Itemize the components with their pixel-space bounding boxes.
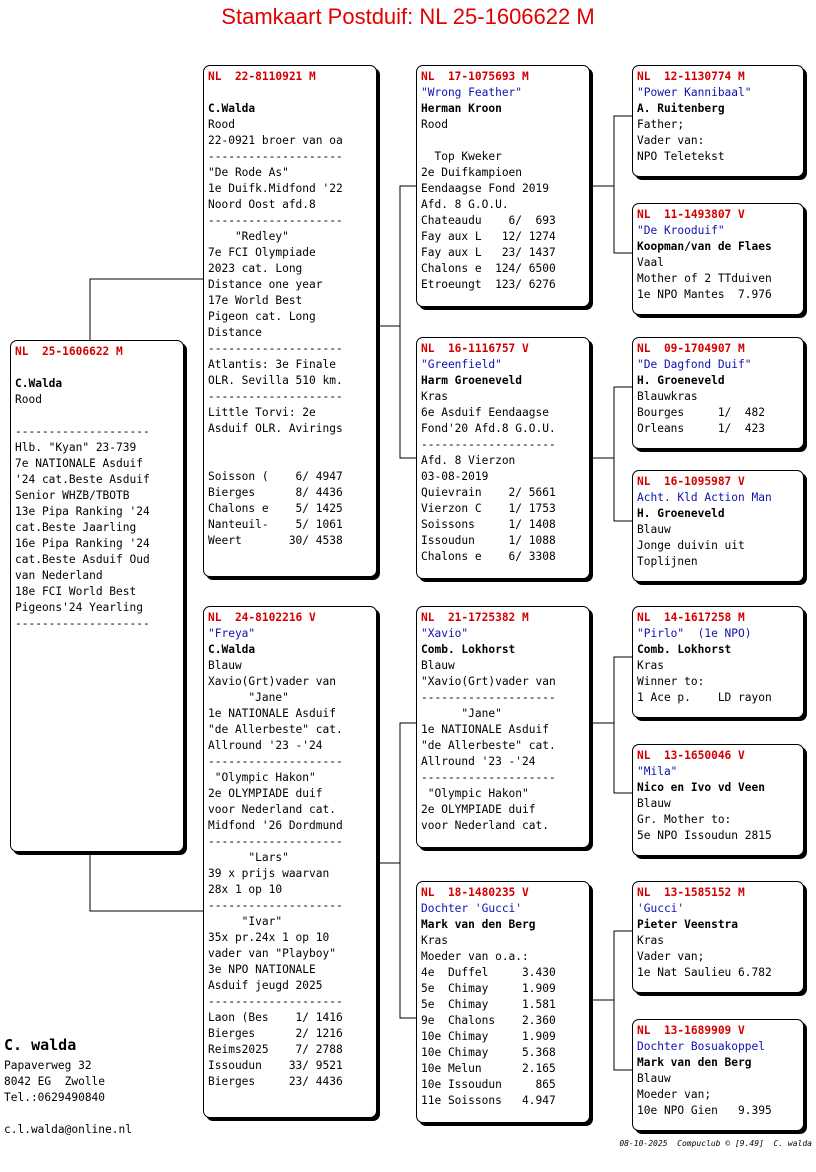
- pedigree-line: Kras: [637, 934, 664, 947]
- pedigree-line: 1e Nat Saulieu 6.782: [637, 966, 772, 979]
- owner-address-line: Papaverweg 32: [4, 1059, 92, 1072]
- pedigree-line: Vader van;: [637, 950, 705, 963]
- pedigree-line: Pigeons'24 Yearling: [15, 601, 143, 614]
- pedigree-line: Nico en Ivo vd Veen: [637, 781, 765, 794]
- pedigree-line: "Jane": [421, 707, 502, 720]
- pedigree-line: Bierges 2/ 1216: [208, 1027, 343, 1040]
- pedigree-line: Comb. Lokhorst: [637, 643, 732, 656]
- pedigree-line: Issoudun 33/ 9521: [208, 1059, 343, 1072]
- pedigree-line: Vierzon C 1/ 1753: [421, 502, 556, 515]
- pedigree-line: 2023 cat. Long: [208, 262, 303, 275]
- pedigree-card-fmm[interactable]: [632, 470, 804, 582]
- ring-number: NL 16-1116757 V: [421, 342, 529, 355]
- pedigree-line: Bourges 1/ 482: [637, 406, 765, 419]
- pedigree-line: Harm Groeneveld: [421, 374, 523, 387]
- pedigree-line: Blauw: [637, 523, 671, 536]
- pedigree-line: NPO Teletekst: [637, 150, 725, 163]
- pedigree-line: --------------------: [208, 150, 343, 163]
- pedigree-line: --------------------: [208, 390, 343, 403]
- ring-number: NL 25-1606622 M: [15, 345, 123, 358]
- pedigree-line: Chalons e 5/ 1425: [208, 502, 343, 515]
- ring-number: NL 17-1075693 M: [421, 70, 529, 83]
- page-title: Stamkaart Postduif: NL 25-1606622 M: [221, 4, 595, 29]
- pedigree-line: "Lars": [208, 851, 289, 864]
- ring-number: NL 12-1130774 M: [637, 70, 745, 83]
- pedigree-line: Kras: [637, 659, 664, 672]
- pedigree-line: "de Allerbeste" cat.: [208, 723, 343, 736]
- pedigree-line: vader van "Playboy": [208, 947, 336, 960]
- pedigree-line: Jonge duivin uit: [637, 539, 745, 552]
- pedigree-card-ff[interactable]: [416, 65, 590, 307]
- pedigree-line: 16e Pipa Ranking '24: [15, 537, 150, 550]
- pedigree-line: C.Walda: [208, 643, 256, 656]
- pedigree-line: Midfond '26 Dordmund: [208, 819, 343, 832]
- pedigree-line: [208, 437, 372, 453]
- pedigree-line: Pieter Veenstra: [637, 918, 739, 931]
- pedigree-line: 9e Chalons 2.360: [421, 1014, 556, 1027]
- pedigree-line: Herman Kroon: [421, 102, 502, 115]
- pedigree-line: Reims2025 7/ 2788: [208, 1043, 343, 1056]
- pedigree-line: Asduif jeugd 2025: [208, 979, 323, 992]
- pedigree-line: 11e Soissons 4.947: [421, 1094, 556, 1107]
- pedigree-line: 18e FCI World Best: [15, 585, 137, 598]
- pedigree-line: "Xavio(Grt)vader van: [421, 675, 556, 688]
- pigeon-name: "Wrong Feather": [421, 86, 523, 99]
- pedigree-line: C.Walda: [208, 102, 256, 115]
- pedigree-line: 28x 1 op 10: [208, 883, 283, 896]
- pedigree-line: Afd. 8 G.O.U.: [421, 198, 509, 211]
- pigeon-name: "Mila": [637, 765, 678, 778]
- pedigree-line: 1e NATIONALE Asduif: [421, 723, 549, 736]
- pedigree-card-fmf[interactable]: [632, 337, 804, 449]
- pedigree-line: 2e Duifkampioen: [421, 166, 523, 179]
- owner-name: C. walda: [4, 1036, 77, 1054]
- pedigree-line: Vaal: [637, 256, 664, 269]
- pedigree-line: 13e Pipa Ranking '24: [15, 505, 150, 518]
- pedigree-line: 2e OLYMPIADE duif: [421, 803, 536, 816]
- ring-number: NL 13-1650046 V: [637, 749, 745, 762]
- pedigree-line: cat.Beste Asduif Oud: [15, 553, 150, 566]
- pedigree-line: 3e NPO NATIONALE: [208, 963, 316, 976]
- pedigree-line: --------------------: [208, 995, 343, 1008]
- pedigree-line: --------------------: [421, 438, 556, 451]
- pedigree-line: voor Nederland cat.: [208, 803, 336, 816]
- pedigree-line: Top Kweker: [421, 150, 502, 163]
- pedigree-line: 10e Issoudun 865: [421, 1078, 556, 1091]
- pedigree-line: Allround '23 -'24: [421, 755, 536, 768]
- pedigree-line: Gr. Mother to:: [637, 813, 732, 826]
- pedigree-line: H. Groeneveld: [637, 507, 725, 520]
- ring-number: NL 11-1493807 V: [637, 208, 745, 221]
- pedigree-line: Rood: [421, 118, 448, 131]
- pedigree-line: Distance: [208, 326, 262, 339]
- pigeon-name: "Power Kannibaal": [637, 86, 752, 99]
- pedigree-line: 5e NPO Issoudun 2815: [637, 829, 772, 842]
- pedigree-line: Mark van den Berg: [421, 918, 536, 931]
- pedigree-line: Chalons e 124/ 6500: [421, 262, 556, 275]
- pedigree-card-ffm[interactable]: [632, 203, 804, 315]
- pedigree-line: Hlb. "Kyan" 23-739: [15, 441, 137, 454]
- pedigree-line: Moeder van o.a.:: [421, 950, 529, 963]
- pedigree-line: Etroeungt 123/ 6276: [421, 278, 556, 291]
- pedigree-line: --------------------: [208, 342, 343, 355]
- pedigree-line: Koopman/van de Flaes: [637, 240, 772, 253]
- pedigree-line: Bierges 8/ 4436: [208, 486, 343, 499]
- pedigree-line: 1e Duifk.Midfond '22: [208, 182, 343, 195]
- pedigree-line: Toplijnen: [637, 555, 698, 568]
- pedigree-line: [208, 85, 372, 101]
- pedigree-line: Father;: [637, 118, 685, 131]
- pedigree-line: Orleans 1/ 423: [637, 422, 765, 435]
- pedigree-card-fm[interactable]: [416, 337, 590, 579]
- pedigree-line: "Redley": [208, 230, 289, 243]
- pedigree-line: Blauw: [637, 1072, 671, 1085]
- pigeon-name: 'Gucci': [637, 902, 685, 915]
- pedigree-line: Asduif OLR. Avirings: [208, 422, 343, 435]
- pedigree-card-mother[interactable]: [203, 606, 377, 1118]
- ring-number: NL 13-1689909 V: [637, 1024, 745, 1037]
- pedigree-line: "Jane": [208, 691, 289, 704]
- pedigree-line: OLR. Sevilla 510 km.: [208, 374, 343, 387]
- pedigree-line: Allround '23 -'24: [208, 739, 323, 752]
- pedigree-line: 22-0921 broer van oa: [208, 134, 343, 147]
- ring-number: NL 18-1480235 V: [421, 886, 529, 899]
- pedigree-line: Soissons 1/ 1408: [421, 518, 556, 531]
- pedigree-line: Afd. 8 Vierzon: [421, 454, 516, 467]
- pedigree-line: 17e World Best: [208, 294, 303, 307]
- pigeon-name: "Pirlo" (1e NPO): [637, 627, 752, 640]
- ring-number: NL 22-8110921 M: [208, 70, 316, 83]
- pedigree-card-subject[interactable]: [10, 340, 184, 852]
- pedigree-line: Fond'20 Afd.8 G.O.U.: [421, 422, 556, 435]
- pedigree-line: 35x pr.24x 1 op 10: [208, 931, 330, 944]
- ring-number: NL 13-1585152 M: [637, 886, 745, 899]
- pedigree-line: 5e Chimay 1.909: [421, 982, 556, 995]
- pedigree-line: Blauw: [208, 659, 242, 672]
- pedigree-line: --------------------: [15, 617, 150, 630]
- ring-number: NL 14-1617258 M: [637, 611, 745, 624]
- pedigree-line: "Ivar": [208, 915, 283, 928]
- pigeon-name: "Greenfield": [421, 358, 502, 371]
- pedigree-line: Distance one year: [208, 278, 323, 291]
- pedigree-line: Eendaagse Fond 2019: [421, 182, 549, 195]
- pedigree-line: [208, 453, 372, 469]
- pedigree-line: Vader van:: [637, 134, 705, 147]
- pedigree-card-mfm[interactable]: [632, 744, 804, 856]
- pedigree-line: Rood: [208, 118, 235, 131]
- pedigree-card-mf[interactable]: [416, 606, 590, 848]
- pedigree-card-mmf[interactable]: [632, 881, 804, 993]
- pedigree-line: 03-08-2019: [421, 470, 489, 483]
- ring-number: NL 21-1725382 M: [421, 611, 529, 624]
- pedigree-line: A. Ruitenberg: [637, 102, 725, 115]
- owner-address-line: 8042 EG Zwolle: [4, 1075, 106, 1088]
- pedigree-line: Noord Oost afd.8: [208, 198, 316, 211]
- pedigree-line: 7e NATIONALE Asduif: [15, 457, 143, 470]
- pigeon-name: "De Krooduif": [637, 224, 725, 237]
- pedigree-line: [15, 360, 179, 376]
- pedigree-line: Blauwkras: [637, 390, 698, 403]
- pedigree-line: Kras: [421, 390, 448, 403]
- pedigree-card-fff[interactable]: [632, 65, 804, 177]
- pedigree-line: '24 cat.Beste Asduif: [15, 473, 150, 486]
- pedigree-line: Blauw: [637, 797, 671, 810]
- pedigree-line: [421, 133, 585, 149]
- pedigree-line: "Olympic Hakon": [421, 787, 529, 800]
- pedigree-line: 2e OLYMPIADE duif: [208, 787, 323, 800]
- pedigree-line: --------------------: [421, 771, 556, 784]
- pigeon-name: "Xavio": [421, 627, 469, 640]
- pedigree-line: Nanteuil- 5/ 1061: [208, 518, 343, 531]
- pigeon-name: "Freya": [208, 627, 256, 640]
- pedigree-line: 5e Chimay 1.581: [421, 998, 556, 1011]
- pedigree-line: 1e NATIONALE Asduif: [208, 707, 336, 720]
- pedigree-line: --------------------: [208, 755, 343, 768]
- pigeon-name: Dochter Bosuakoppel: [637, 1040, 765, 1053]
- pedigree-line: C.Walda: [15, 377, 63, 390]
- ring-number: NL 09-1704907 M: [637, 342, 745, 355]
- pedigree-line: --------------------: [208, 835, 343, 848]
- pedigree-line: Kras: [421, 934, 448, 947]
- pedigree-line: Soisson ( 6/ 4947: [208, 470, 343, 483]
- pedigree-line: "de Allerbeste" cat.: [421, 739, 556, 752]
- pedigree-line: Little Torvi: 2e: [208, 406, 316, 419]
- pedigree-line: voor Nederland cat.: [421, 819, 549, 832]
- owner-phone: Tel.:0629490840: [4, 1091, 106, 1104]
- pedigree-line: Blauw: [421, 659, 455, 672]
- pedigree-line: cat.Beste Jaarling: [15, 521, 137, 534]
- pedigree-line: --------------------: [15, 425, 150, 438]
- pedigree-line: Pigeon cat. Long: [208, 310, 316, 323]
- pedigree-line: Mark van den Berg: [637, 1056, 752, 1069]
- pedigree-line: Winner to:: [637, 675, 705, 688]
- pedigree-card-mmm[interactable]: [632, 1019, 804, 1131]
- ring-number: NL 16-1095987 V: [637, 475, 745, 488]
- pedigree-line: 7e FCI Olympiade: [208, 246, 316, 259]
- pedigree-line: "Olympic Hakon": [208, 771, 316, 784]
- ring-number: NL 24-8102216 V: [208, 611, 316, 624]
- pedigree-line: van Nederland: [15, 569, 103, 582]
- pedigree-line: "De Rode As": [208, 166, 289, 179]
- pedigree-line: Fay aux L 23/ 1437: [421, 246, 556, 259]
- pedigree-line: Chateaudu 6/ 693: [421, 214, 556, 227]
- pedigree-line: Weert 30/ 4538: [208, 534, 343, 547]
- pedigree-line: --------------------: [208, 214, 343, 227]
- pigeon-name: Dochter 'Gucci': [421, 902, 523, 915]
- pedigree-line: --------------------: [208, 899, 343, 912]
- pedigree-line: Chalons e 6/ 3308: [421, 550, 556, 563]
- pedigree-line: Bierges 23/ 4436: [208, 1075, 343, 1088]
- pedigree-line: Rood: [15, 393, 42, 406]
- pedigree-line: [15, 408, 179, 424]
- pigeon-name: Acht. Kld Action Man: [637, 491, 772, 504]
- owner-block: [4, 1034, 105, 1106]
- pedigree-line: --------------------: [421, 691, 556, 704]
- pedigree-line: Laon (Bes 1/ 1416: [208, 1011, 343, 1024]
- pedigree-line: 1e NPO Mantes 7.976: [637, 288, 772, 301]
- footer-credit: 08-10-2025 Compuclub © [9.49] C. walda: [619, 1139, 812, 1148]
- pedigree-line: 10e Chimay 1.909: [421, 1030, 556, 1043]
- pedigree-line: Fay aux L 12/ 1274: [421, 230, 556, 243]
- pedigree-line: 10e Chimay 5.368: [421, 1046, 556, 1059]
- pedigree-card-father[interactable]: [203, 65, 377, 577]
- pedigree-line: 1 Ace p. LD rayon: [637, 691, 772, 704]
- pedigree-line: 10e Melun 2.165: [421, 1062, 556, 1075]
- pedigree-line: 6e Asduif Eendaagse: [421, 406, 549, 419]
- pedigree-line: Mother of 2 TTduiven: [637, 272, 772, 285]
- owner-email[interactable]: c.l.walda@online.nl: [4, 1123, 132, 1136]
- pedigree-line: Moeder van;: [637, 1088, 712, 1101]
- pedigree-line: Quievrain 2/ 5661: [421, 486, 556, 499]
- pedigree-line: 4e Duffel 3.430: [421, 966, 556, 979]
- pedigree-line: Issoudun 1/ 1088: [421, 534, 556, 547]
- pedigree-line: 39 x prijs waarvan: [208, 867, 330, 880]
- pedigree-line: H. Groeneveld: [637, 374, 725, 387]
- pigeon-name: "De Dagfond Duif": [637, 358, 752, 371]
- pedigree-card-mff[interactable]: [632, 606, 804, 718]
- pedigree-card-mm[interactable]: [416, 881, 590, 1123]
- pedigree-line: Senior WHZB/TBOTB: [15, 489, 130, 502]
- pedigree-line: Xavio(Grt)vader van: [208, 675, 336, 688]
- pedigree-line: 10e NPO Gien 9.395: [637, 1104, 772, 1117]
- pedigree-line: Comb. Lokhorst: [421, 643, 516, 656]
- pedigree-line: Atlantis: 3e Finale: [208, 358, 336, 371]
